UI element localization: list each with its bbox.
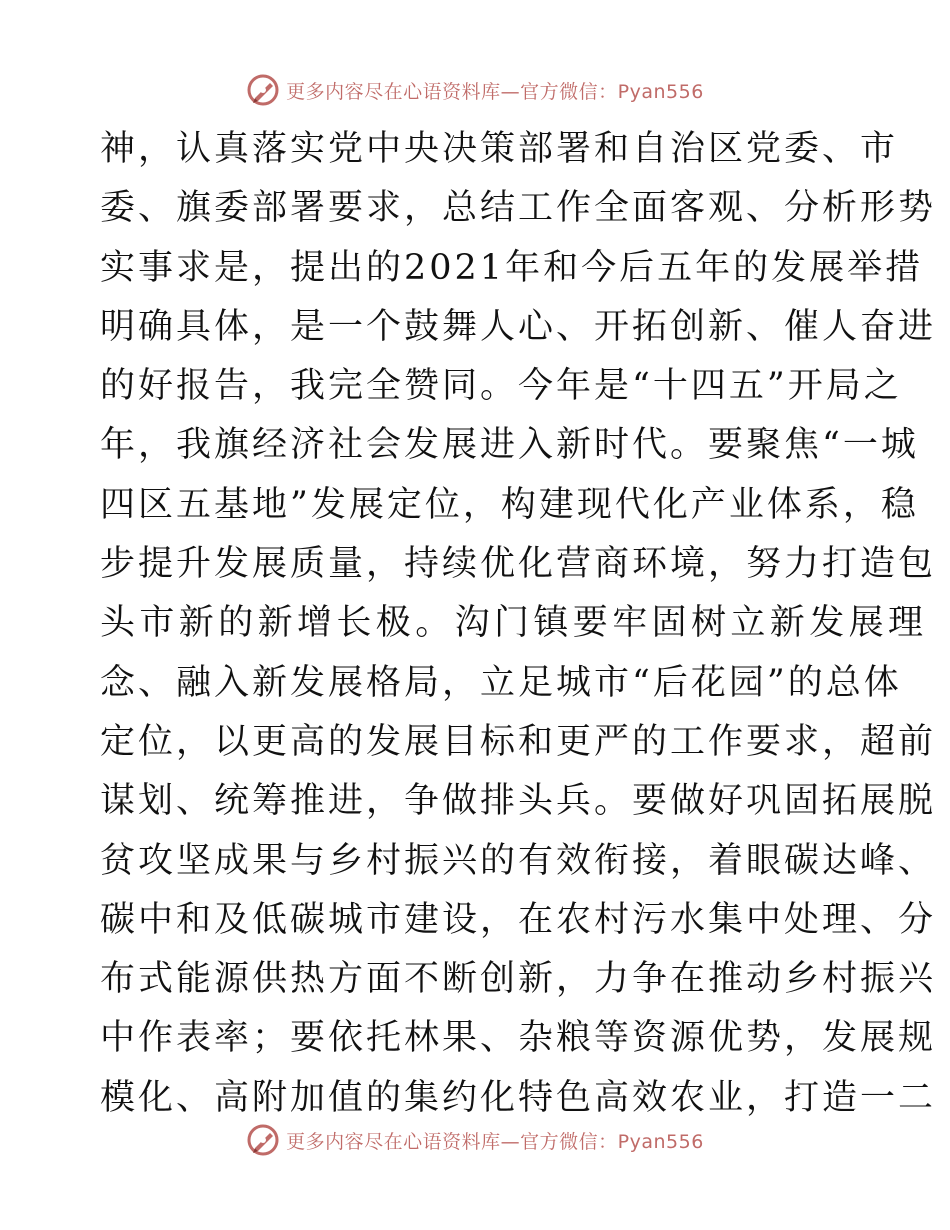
body-line: 四区五基地”发展定位，构建现代化产业体系，稳: [100, 484, 919, 525]
body-line: 定位，以更高的发展目标和更严的工作要求，超前: [100, 721, 937, 762]
body-line: 碳中和及低碳城市建设，在农村污水集中处理、分: [100, 899, 937, 940]
body-line: 贫攻坚成果与乡村振兴的有效衔接，着眼碳达峰、: [100, 840, 937, 881]
body-line: 神，认真落实党中央决策部署和自治区党委、市: [100, 129, 899, 169]
pen-logo-icon: [246, 1123, 280, 1157]
body-line: 模化、高附加值的集约化特色高效农业，打造一二: [100, 1077, 937, 1118]
body-line: 年，我旗经济社会发展进入新时代。要聚焦“一城: [100, 425, 919, 466]
header-watermark: [0, 70, 950, 110]
body-line: 委、旗委部署要求，总结工作全面客观、分析形势: [100, 188, 937, 229]
body-line: 的好报告，我完全赞同。今年是“十四五”开局之: [100, 366, 902, 407]
body-line: 步提升发展质量，持续优化营商环境，努力打造包: [100, 544, 937, 585]
watermark-text: 更多内容尽在心语资料库—官方微信：Pyan556: [286, 1130, 704, 1153]
body-line: 念、融入新发展格局，立足城市“后花园”的总体: [100, 662, 902, 703]
body-line: 头市新的新增长极。沟门镇要牢固树立新发展理: [100, 603, 928, 644]
body-line: 明确具体，是一个鼓舞人心、开拓创新、催人奋进: [100, 306, 937, 347]
body-line: 谋划、统筹推进，争做排头兵。要做好巩固拓展脱: [100, 781, 937, 822]
body-line: 实事求是，提出的2021年和今后五年的发展举措: [100, 247, 924, 288]
body-line: 布式能源供热方面不断创新，力争在推动乡村振兴: [100, 959, 937, 1000]
body-line: 中作表率；要依托林果、杂粮等资源优势，发展规: [100, 1018, 937, 1059]
footer-watermark: [0, 1120, 950, 1160]
document-body: [100, 120, 937, 1128]
watermark-text: 更多内容尽在心语资料库—官方微信：Pyan556: [286, 80, 704, 103]
pen-logo-icon: [246, 73, 280, 107]
